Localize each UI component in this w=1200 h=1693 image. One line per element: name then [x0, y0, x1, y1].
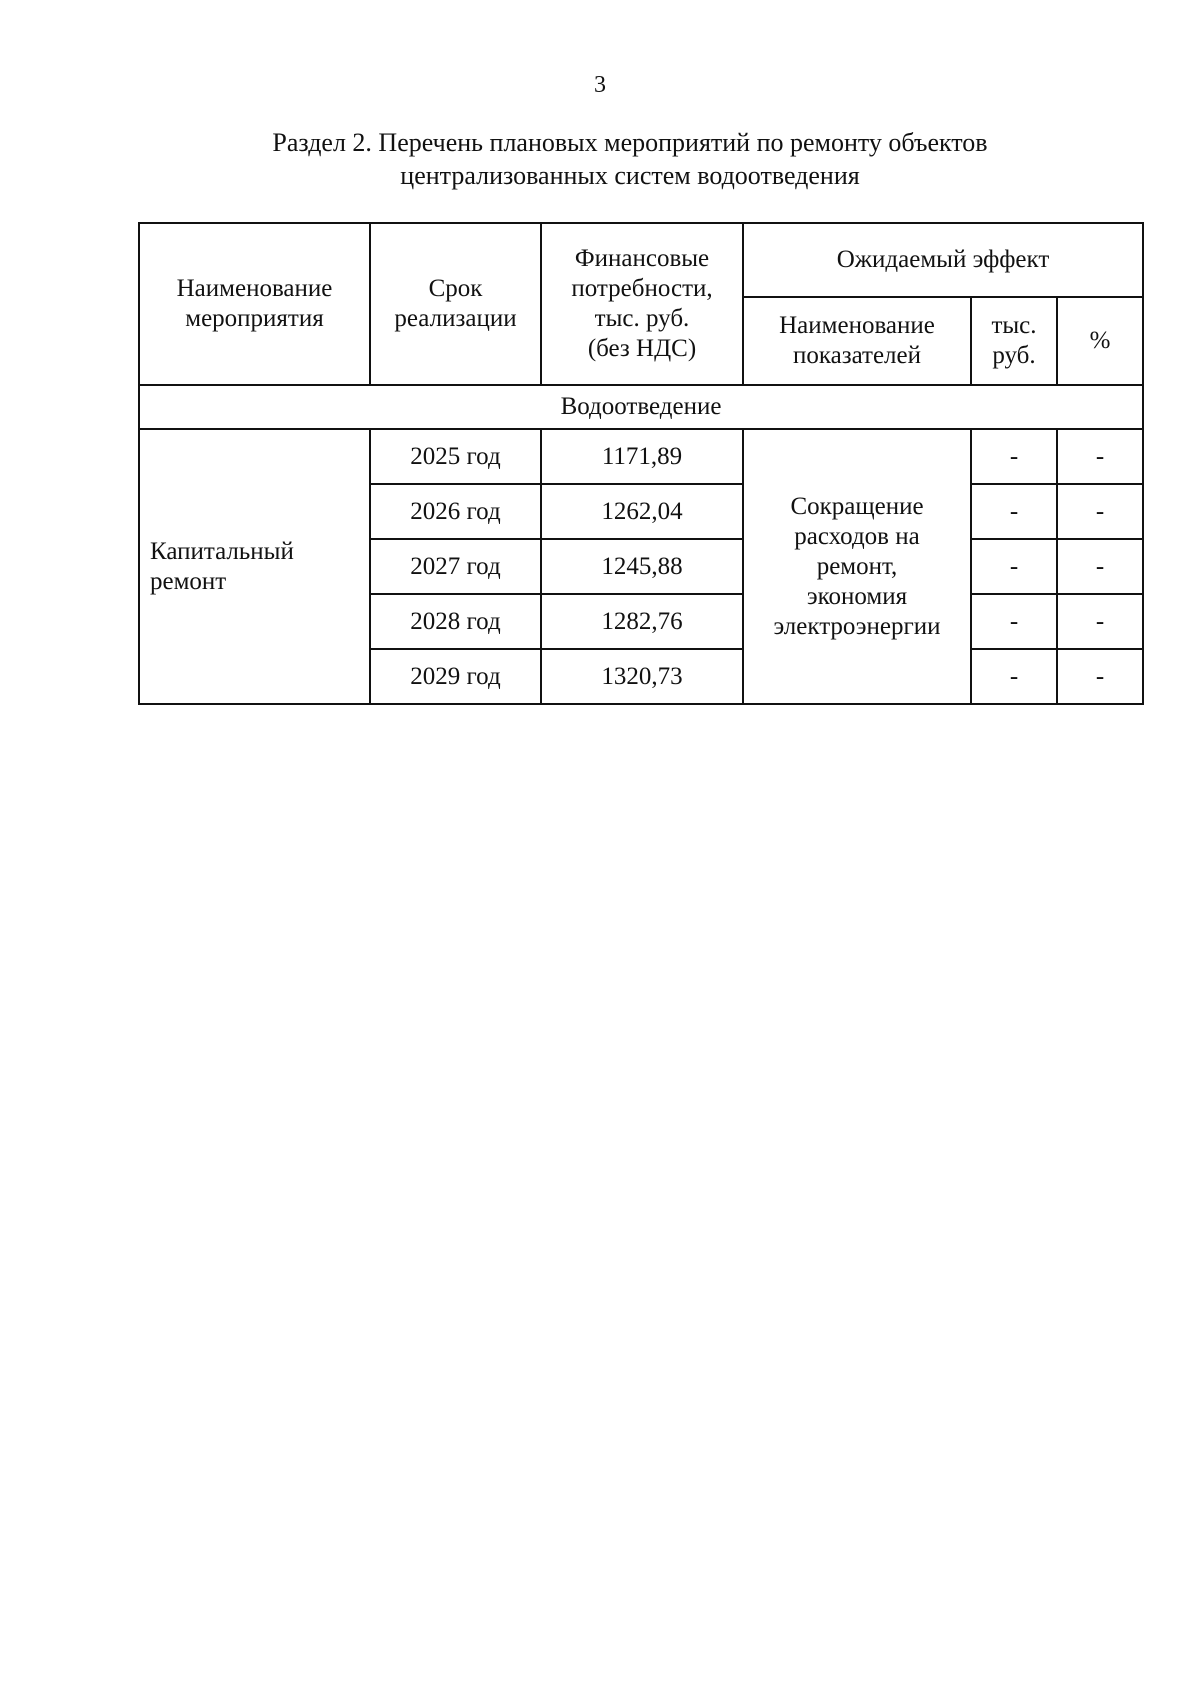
year-cell: 2026 год	[370, 484, 541, 539]
year-cell: 2025 год	[370, 429, 541, 484]
header-term: Срок реализации	[370, 223, 541, 385]
header-finance: Финансовые потребности, тыс. руб. (без НДС)	[541, 223, 743, 385]
thous-rub-cell: -	[971, 484, 1057, 539]
thous-rub-cell: -	[971, 649, 1057, 704]
percent-cell: -	[1057, 429, 1143, 484]
section-title-line-2: централизованных систем водоотведения	[400, 161, 860, 190]
page-number: 3	[594, 72, 606, 98]
event-name-cell: Капитальный ремонт	[139, 429, 370, 704]
header-expected-effect: Ожидаемый эффект	[743, 223, 1143, 297]
amount-cell: 1171,89	[541, 429, 743, 484]
amount-cell: 1320,73	[541, 649, 743, 704]
effect-description-cell: Сокращение расходов на ремонт, экономия электроэнергии	[743, 429, 971, 704]
thous-rub-cell: -	[971, 594, 1057, 649]
percent-cell: -	[1057, 594, 1143, 649]
percent-cell: -	[1057, 539, 1143, 594]
percent-cell: -	[1057, 649, 1143, 704]
percent-cell: -	[1057, 484, 1143, 539]
table-row	[139, 429, 1143, 484]
header-indicator-name: Наименование показателей	[743, 297, 971, 385]
section-label: Водоотведение	[139, 385, 1143, 429]
plan-table	[138, 222, 1144, 705]
year-cell: 2027 год	[370, 539, 541, 594]
amount-cell: 1282,76	[541, 594, 743, 649]
thous-rub-cell: -	[971, 429, 1057, 484]
year-cell: 2029 год	[370, 649, 541, 704]
thous-rub-cell: -	[971, 539, 1057, 594]
amount-cell: 1262,04	[541, 484, 743, 539]
header-thous-rub: тыс. руб.	[971, 297, 1057, 385]
section-title	[200, 126, 1060, 192]
header-event-name: Наименование мероприятия	[139, 223, 370, 385]
year-cell: 2028 год	[370, 594, 541, 649]
section-title-line-1: Раздел 2. Перечень плановых мероприятий по ремонту объектов	[272, 128, 988, 157]
amount-cell: 1245,88	[541, 539, 743, 594]
header-percent: %	[1057, 297, 1143, 385]
